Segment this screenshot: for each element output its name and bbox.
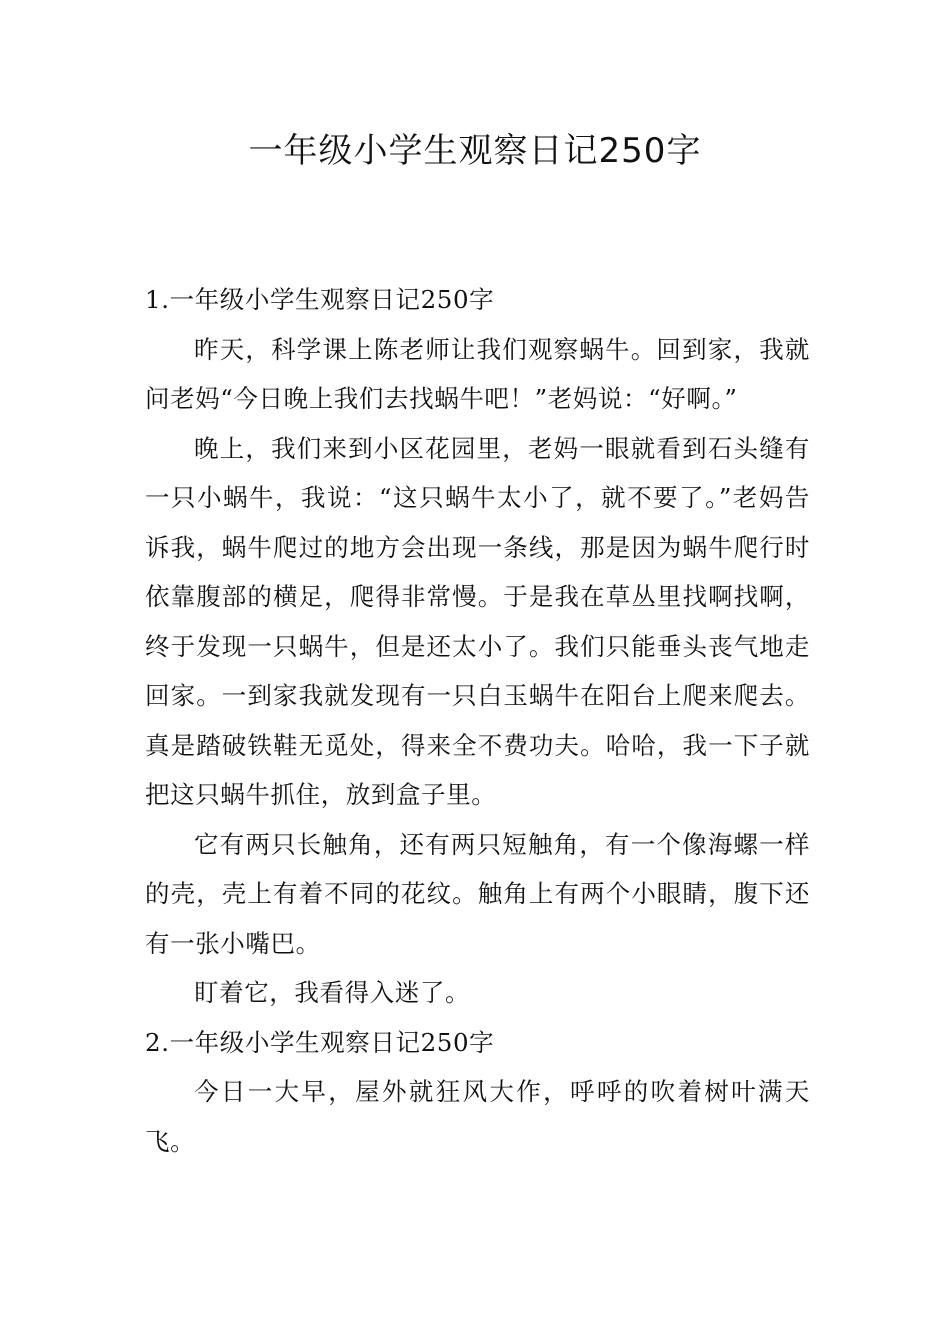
section-heading: 1.一年级小学生观察日记250字 (145, 285, 495, 314)
paragraph: 晚上，我们来到小区花园里，老妈一眼就看到石头缝有一只小蜗牛，我说：“这只蜗牛太小了，就不要了。”老妈告诉我，蜗牛爬过的地方会出现一条线，那是因为蜗牛爬行时依靠腹部的横足，爬得非常慢。于是我在草丛里找啊找啊，终于发现一只蜗牛，但是还太小了。我们只能垂头丧气地走回家。一到家我就发现有一只白玉蜗牛在阳台上爬来爬去。真是踏破铁鞋无觅处，得来全不费功夫。哈哈，我一下子就把这只蜗牛抓住，放到盒子里。 (145, 433, 810, 809)
document-title: 一年级小学生观察日记250字 (248, 131, 702, 171)
diary-section-2 (145, 1018, 810, 1167)
paragraph: 今日一大早，屋外就狂风大作，呼呼的吹着树叶满天飞。 (145, 1077, 810, 1156)
section-heading: 2.一年级小学生观察日记250字 (145, 1027, 495, 1057)
paragraph: 昨天，科学课上陈老师让我们观察蜗牛。回到家，我就问老妈“今日晚上我们去找蜗牛吧！”老妈说：“好啊。” (145, 334, 810, 413)
diary-section-1 (145, 275, 810, 1018)
paragraph: 盯着它，我看得入迷了。 (194, 978, 471, 1007)
paragraph: 它有两只长触角，还有两只短触角，有一个像海螺一样的壳，壳上有着不同的花纹。触角上有两个小眼睛，腹下还有一张小嘴巴。 (145, 829, 810, 958)
document-body (145, 275, 810, 1166)
